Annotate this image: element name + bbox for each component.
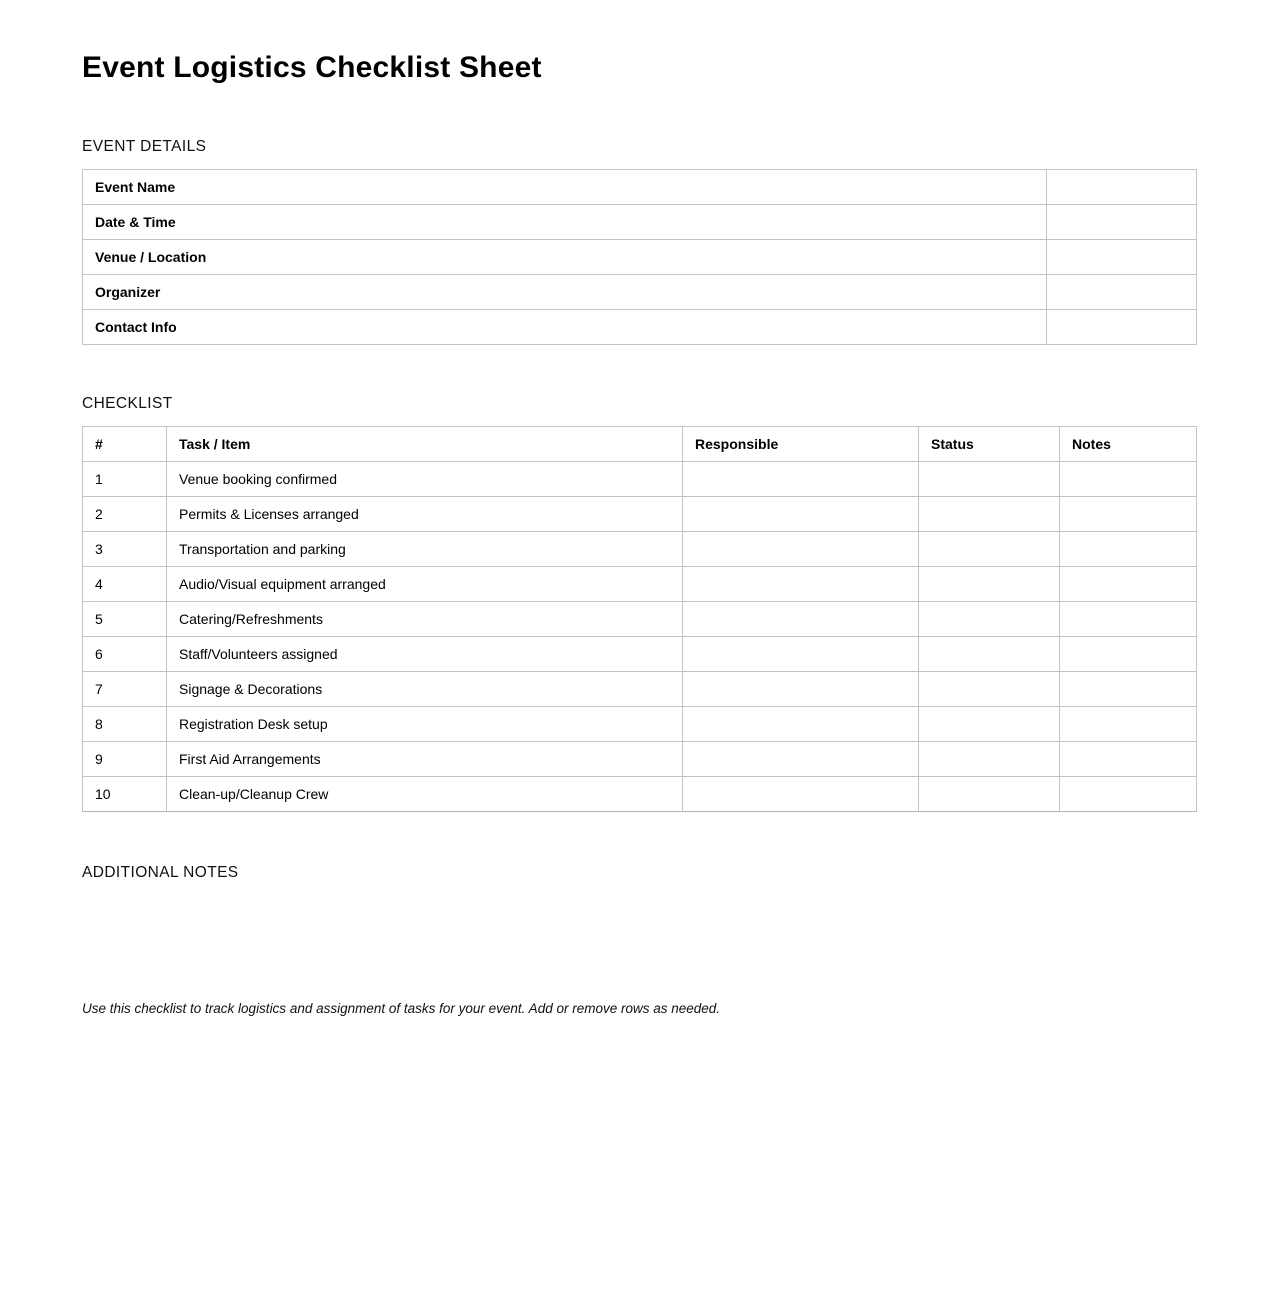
checklist-cell-task: Catering/Refreshments [167,602,683,637]
checklist-cell-responsible[interactable] [683,637,919,672]
checklist-cell-notes[interactable] [1060,672,1197,707]
checklist-cell-number: 10 [83,777,167,812]
table-row [83,567,1197,602]
checklist-cell-number: 6 [83,637,167,672]
document-body [82,0,1196,1018]
checklist-cell-responsible[interactable] [683,672,919,707]
table-row [83,637,1197,672]
section-heading-additional-notes: ADDITIONAL NOTES [82,864,239,881]
checklist-cell-notes[interactable] [1060,637,1197,672]
event-detail-value-organizer[interactable] [1047,275,1197,310]
checklist-cell-notes[interactable] [1060,742,1197,777]
checklist-cell-responsible[interactable] [683,742,919,777]
table-row [83,742,1197,777]
checklist-cell-task: Permits & Licenses arranged [167,497,683,532]
checklist-cell-responsible[interactable] [683,777,919,812]
checklist-cell-task: Venue booking confirmed [167,462,683,497]
checklist-cell-status[interactable] [919,637,1060,672]
column-header-notes: Notes [1060,427,1197,462]
event-detail-label-organizer: Organizer [83,275,1047,310]
checklist-cell-responsible[interactable] [683,462,919,497]
checklist-cell-status[interactable] [919,532,1060,567]
table-row [83,532,1197,567]
table-row [83,275,1197,310]
event-detail-label-contact-info: Contact Info [83,310,1047,345]
table-row [83,497,1197,532]
event-detail-value-event-name[interactable] [1047,170,1197,205]
checklist-cell-responsible[interactable] [683,497,919,532]
event-detail-value-date-time[interactable] [1047,205,1197,240]
checklist-cell-number: 7 [83,672,167,707]
checklist-cell-notes[interactable] [1060,532,1197,567]
page-title: Event Logistics Checklist Sheet [82,51,542,84]
checklist-cell-number: 1 [83,462,167,497]
checklist-cell-task: Signage & Decorations [167,672,683,707]
table-header-row [83,427,1197,462]
section-heading-checklist: CHECKLIST [82,395,173,412]
checklist-cell-task: Clean-up/Cleanup Crew [167,777,683,812]
event-detail-value-contact-info[interactable] [1047,310,1197,345]
table-row [83,672,1197,707]
checklist-cell-status[interactable] [919,742,1060,777]
table-row [83,170,1197,205]
checklist-cell-number: 4 [83,567,167,602]
checklist-cell-number: 2 [83,497,167,532]
event-details-table [82,169,1197,345]
table-row [83,205,1197,240]
table-row [83,310,1197,345]
checklist-cell-status[interactable] [919,707,1060,742]
checklist-cell-task: Audio/Visual equipment arranged [167,567,683,602]
additional-notes-area[interactable] [82,882,1196,1000]
checklist-cell-task: Staff/Volunteers assigned [167,637,683,672]
checklist-cell-notes[interactable] [1060,462,1197,497]
checklist-cell-status[interactable] [919,672,1060,707]
footer-instruction-text: Use this checklist to track logistics and assignment of tasks for your event. Add or remove rows as needed. [82,1001,721,1016]
checklist-table [82,426,1197,812]
column-header-status: Status [919,427,1060,462]
checklist-cell-status[interactable] [919,462,1060,497]
table-row [83,462,1197,497]
event-detail-label-venue-location: Venue / Location [83,240,1047,275]
checklist-cell-status[interactable] [919,497,1060,532]
checklist-cell-status[interactable] [919,567,1060,602]
checklist-cell-notes[interactable] [1060,497,1197,532]
checklist-cell-notes[interactable] [1060,707,1197,742]
event-detail-value-venue-location[interactable] [1047,240,1197,275]
table-row [83,602,1197,637]
checklist-header [83,427,1197,462]
checklist-cell-task: Transportation and parking [167,532,683,567]
checklist-cell-responsible[interactable] [683,567,919,602]
checklist-cell-status[interactable] [919,777,1060,812]
table-row [83,777,1197,812]
checklist-cell-status[interactable] [919,602,1060,637]
checklist-cell-notes[interactable] [1060,602,1197,637]
checklist-body [83,462,1197,812]
checklist-cell-responsible[interactable] [683,532,919,567]
checklist-cell-number: 8 [83,707,167,742]
column-header-number: # [83,427,167,462]
checklist-cell-notes[interactable] [1060,567,1197,602]
column-header-responsible: Responsible [683,427,919,462]
event-detail-label-event-name: Event Name [83,170,1047,205]
section-heading-event-details: EVENT DETAILS [82,138,207,155]
table-row [83,240,1197,275]
table-row [83,707,1197,742]
checklist-cell-notes[interactable] [1060,777,1197,812]
checklist-cell-number: 5 [83,602,167,637]
event-detail-label-date-time: Date & Time [83,205,1047,240]
column-header-task: Task / Item [167,427,683,462]
checklist-cell-number: 9 [83,742,167,777]
checklist-cell-responsible[interactable] [683,707,919,742]
checklist-cell-task: Registration Desk setup [167,707,683,742]
event-details-body [83,170,1197,345]
checklist-cell-task: First Aid Arrangements [167,742,683,777]
checklist-cell-number: 3 [83,532,167,567]
checklist-cell-responsible[interactable] [683,602,919,637]
